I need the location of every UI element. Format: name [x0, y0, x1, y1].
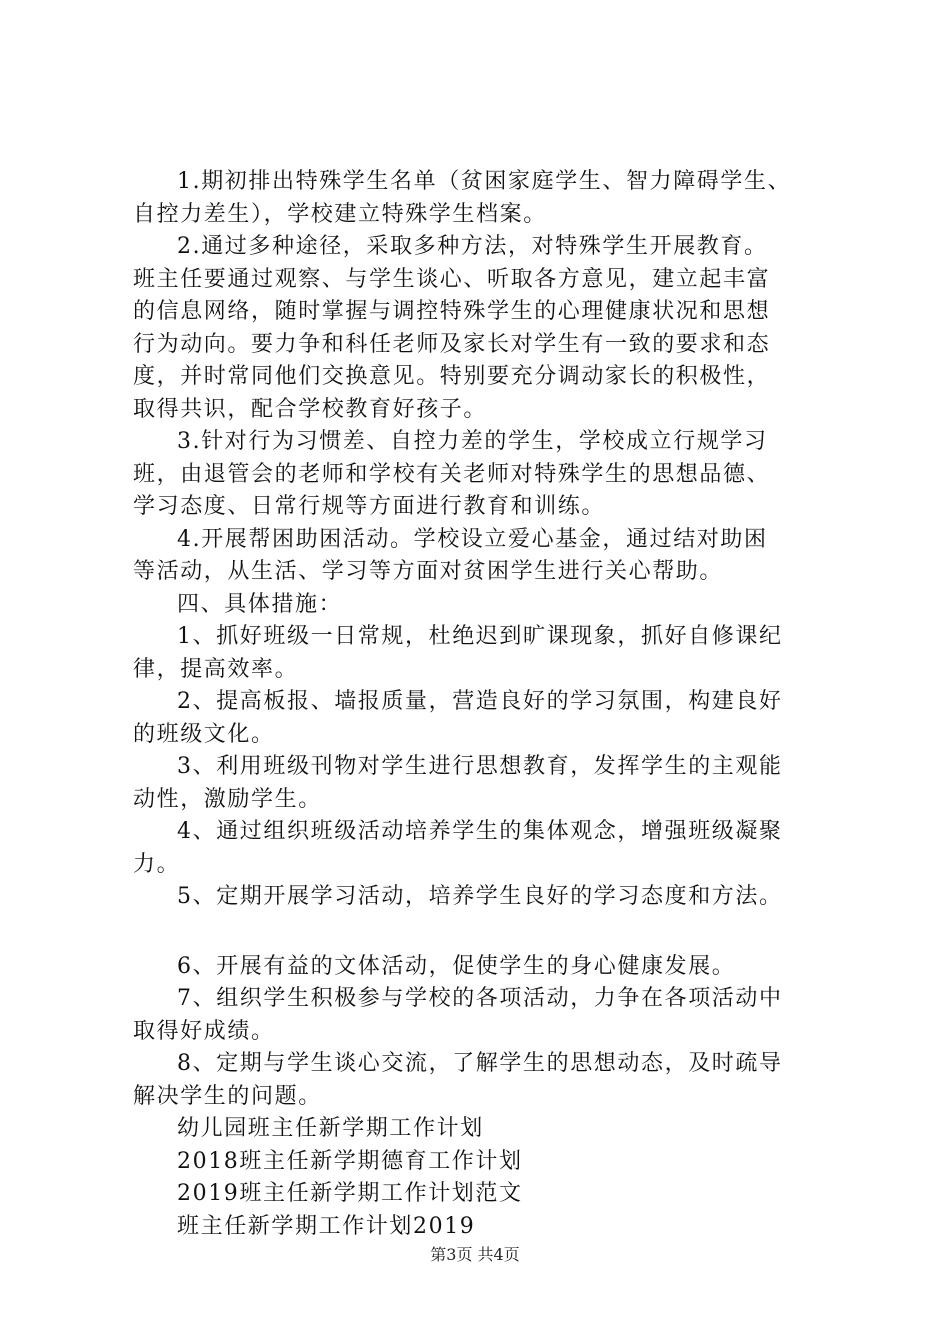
paragraph-line: 力。: [133, 851, 181, 877]
paragraph-line: 行为动向。要力争和科任老师及家长对学生有一致的要求和态: [133, 331, 771, 357]
paragraph-line: 7、组织学生积极参与学校的各项活动，力争在各项活动中: [177, 986, 783, 1011]
paragraph-line: 4、通过组织班级活动培养学生的集体观念，增强班级凝聚: [177, 819, 783, 844]
page-indicator: 第3页 共4页: [430, 1245, 520, 1264]
paragraph-line: 学习态度、日常行规等方面进行教育和训练。: [133, 494, 606, 519]
paragraph-line: 解决学生的问题。: [133, 1083, 322, 1109]
paragraph-line: 4.开展帮困助困活动。学校设立爱心基金，通过结对助困: [177, 526, 768, 552]
paragraph-line: 8、定期与学生谈心交流，了解学生的思想动态，及时疏导: [177, 1051, 783, 1076]
paragraph-line: 取得好成绩。: [133, 1018, 275, 1044]
paragraph-line: 2、提高板报、墙报质量，营造良好的学习氛围，构建良好: [177, 689, 783, 714]
related-link[interactable]: 2018班主任新学期德育工作计划: [177, 1148, 523, 1174]
paragraph-line: 自控力差生），学校建立特殊学生档案。: [133, 201, 547, 227]
paragraph-line: 等活动，从生活、学习等方面对贫困学生进行关心帮助。: [133, 559, 724, 584]
paragraph-line: 度，并时常同他们交换意见。特别要充分调动家长的积极性，: [133, 364, 771, 389]
paragraph-line: 2.通过多种途径，采取多种方法，对特殊学生开展教育。: [177, 234, 768, 259]
paragraph-line: 动性，激励学生。: [133, 786, 322, 812]
document-body: [133, 166, 833, 1243]
paragraph-line: 取得共识，配合学校教育好孩子。: [133, 396, 488, 422]
paragraph-line: 1.期初排出特殊学生名单（贫困家庭学生、智力障碍学生、: [177, 169, 792, 194]
paragraph-line: 班，由退管会的老师和学校有关老师对特殊学生的思想品德、: [133, 461, 771, 487]
related-link[interactable]: 2019班主任新学期工作计划范文: [177, 1181, 523, 1206]
paragraph-line: 律，提高效率。: [133, 656, 299, 682]
paragraph-gap: [133, 914, 833, 951]
related-link[interactable]: 班主任新学期工作计划2019: [177, 1213, 476, 1239]
paragraph-line: 3.针对行为习惯差、自控力差的学生，学校成立行规学习: [177, 429, 768, 454]
paragraph-line: 1、抓好班级一日常规，杜绝迟到旷课现象，抓好自修课纪: [177, 624, 783, 649]
paragraph-line: 3、利用班级刊物对学生进行思想教育，发挥学生的主观能: [177, 754, 783, 779]
paragraph-line: 的信息网络，随时掌握与调控特殊学生的心理健康状况和思想: [133, 299, 771, 324]
paragraph-line: 的班级文化。: [133, 721, 275, 747]
section-heading: 四、具体措施：: [177, 591, 343, 617]
related-link[interactable]: 幼儿园班主任新学期工作计划: [177, 1116, 484, 1141]
paragraph-line: 6、开展有益的文体活动，促使学生的身心健康发展。: [177, 953, 736, 979]
paragraph-line: 班主任要通过观察、与学生谈心、听取各方意见，建立起丰富: [133, 266, 771, 292]
paragraph-line: 5、定期开展学习活动，培养学生良好的学习态度和方法。: [177, 884, 783, 909]
